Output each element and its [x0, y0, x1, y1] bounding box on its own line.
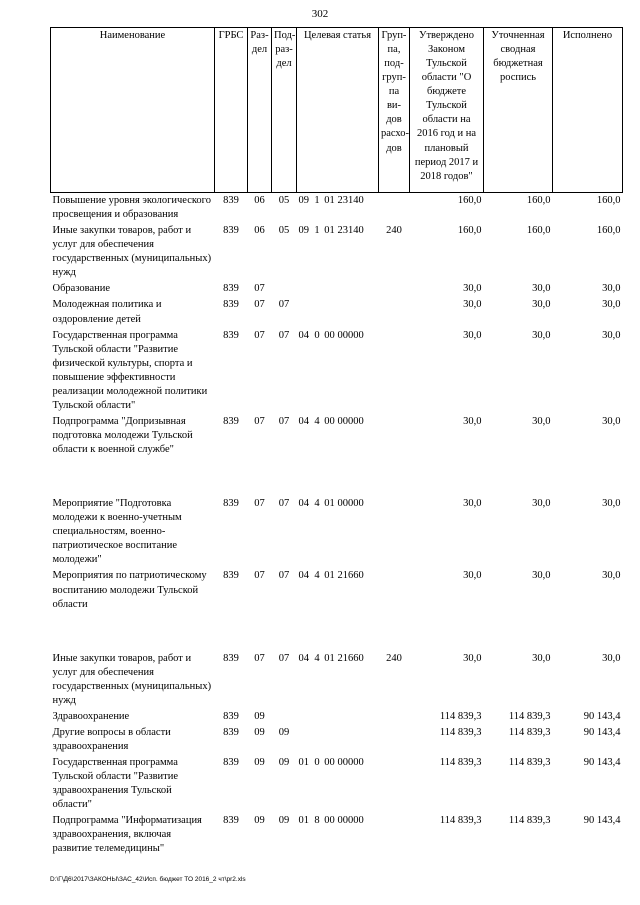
row-approved: 30,0: [463, 498, 482, 510]
row-podrazdel: 07: [278, 498, 290, 510]
table-row: [51, 414, 623, 458]
row-name: Здравоохранение: [52, 710, 130, 722]
row-group: [379, 568, 410, 612]
row-executed: 30,0: [602, 415, 621, 427]
row-executed: 160,0: [596, 195, 621, 206]
row-name: Образование: [52, 283, 111, 295]
row-name: Мероприятие "Подготовка молодежи к военно-учетным специальностям, военно-патриотическое воспитание молодежи": [52, 498, 182, 566]
row-executed: 30,0: [602, 329, 621, 341]
table-row: [51, 328, 623, 414]
row-grbs: 839: [223, 329, 239, 341]
row-group: [379, 328, 410, 414]
row-approved: 30,0: [463, 283, 482, 295]
target-code-part: 23140: [337, 225, 364, 237]
header-target: Целевая статья: [297, 28, 379, 193]
target-code-part: 00000: [337, 415, 364, 427]
row-executed: 90 143,4: [583, 757, 621, 769]
row-executed: 30,0: [602, 299, 621, 311]
row-grbs: 839: [223, 726, 239, 738]
row-name: Государственная программа Тульской области "Развитие физической культуры, спорта и повышение эффективности реализации молодежной политики Тульской области": [52, 329, 208, 411]
row-podrazdel: 07: [278, 570, 290, 582]
row-grbs: 839: [223, 815, 239, 827]
row-podrazdel: 05: [278, 195, 290, 206]
row-razdel: 09: [254, 757, 265, 769]
row-target-code: [297, 813, 379, 857]
table-row: [51, 813, 623, 857]
row-group: 240: [386, 225, 402, 237]
table-row: [51, 297, 623, 327]
row-grbs: 839: [223, 570, 239, 582]
row-target-code: [297, 709, 379, 725]
target-code-part: 01: [324, 225, 335, 237]
header-executed: Исполнено: [553, 28, 623, 193]
row-executed: 90 143,4: [583, 815, 621, 827]
target-code-part: 01: [324, 652, 335, 664]
row-approved: 114 839,3: [439, 757, 482, 769]
table-row: [51, 223, 623, 281]
target-code-part: 01: [298, 757, 309, 769]
row-podrazdel: 07: [278, 299, 290, 311]
table-header-row: [51, 28, 623, 193]
row-grbs: 839: [223, 225, 239, 237]
target-code-part: 21660: [337, 652, 364, 664]
row-group: 240: [386, 652, 402, 664]
target-code-part: 1: [314, 195, 320, 206]
row-refined: 30,0: [532, 283, 551, 295]
row-razdel: 09: [254, 726, 265, 738]
row-razdel: 07: [254, 652, 265, 664]
row-razdel: 09: [254, 710, 265, 722]
target-code-part: 04: [298, 329, 309, 341]
row-target-code: [297, 496, 379, 568]
row-approved: 160,0: [457, 225, 482, 237]
row-spacer-cell: [51, 458, 623, 496]
row-grbs: 839: [223, 283, 239, 295]
row-approved: 114 839,3: [439, 710, 482, 722]
target-code-part: 4: [314, 652, 320, 664]
file-path-footer: D:\Г\Д6\2017\ЗАКОНЫ\ЗАС_42\Исп. бюджет ТО 2016_2 чт\pr2.xls: [50, 876, 246, 883]
target-code-part: 04: [298, 498, 309, 510]
header-refined: Уточненная сводная бюджетная роспись: [484, 28, 553, 193]
row-group: [379, 813, 410, 857]
target-code-part: 4: [314, 570, 320, 582]
row-executed: 160,0: [596, 225, 621, 237]
target-code-part: 21660: [337, 570, 364, 582]
row-target-code: [297, 328, 379, 414]
target-code-part: 01: [298, 815, 309, 827]
table-row: [51, 709, 623, 725]
row-target-code: [297, 755, 379, 813]
target-code-part: 00000: [337, 815, 364, 827]
header-grbs: ГРБС: [215, 28, 248, 193]
row-razdel: 07: [254, 329, 265, 341]
target-code-part: 4: [314, 415, 320, 427]
page-number: 302: [311, 8, 329, 20]
row-executed: 90 143,4: [583, 726, 621, 738]
row-target-code: [297, 297, 379, 327]
table-row: [51, 755, 623, 813]
row-target-code: [297, 223, 379, 281]
target-code-part: 09: [298, 225, 309, 237]
row-podrazdel: [272, 709, 297, 725]
table-row: [51, 651, 623, 709]
row-grbs: 839: [223, 195, 239, 206]
header-podrazdel: Под-раз-дел: [272, 28, 297, 193]
target-code-part: 8: [314, 815, 320, 827]
row-refined: 30,0: [532, 652, 551, 664]
header-name: Наименование: [51, 28, 215, 193]
target-code-part: 04: [298, 415, 309, 427]
row-podrazdel: 09: [278, 726, 290, 738]
row-executed: 30,0: [602, 283, 621, 295]
row-podrazdel: 09: [278, 815, 290, 827]
header-group: Груп-па, под-груп-па ви-дов расхо-дов: [379, 28, 410, 193]
row-executed: 30,0: [602, 498, 621, 510]
row-group: [379, 193, 410, 224]
row-target-code: [297, 651, 379, 709]
row-group: [379, 725, 410, 755]
row-target-code: [297, 725, 379, 755]
row-name: Иные закупки товаров, работ и услуг для обеспечения государственных (муниципальных) нужд: [52, 225, 212, 279]
row-executed: 30,0: [602, 652, 621, 664]
row-refined: 114 839,3: [508, 815, 551, 827]
row-refined: 30,0: [532, 329, 551, 341]
row-spacer: [51, 458, 623, 496]
row-approved: 160,0: [457, 195, 482, 206]
row-group: [379, 414, 410, 458]
row-spacer-cell: [51, 613, 623, 651]
row-approved: 30,0: [463, 299, 482, 311]
row-approved: 30,0: [463, 415, 482, 427]
row-podrazdel: 09: [278, 757, 290, 769]
row-approved: 114 839,3: [439, 726, 482, 738]
target-code-part: 04: [298, 652, 309, 664]
row-refined: 30,0: [532, 570, 551, 582]
row-razdel: 07: [254, 570, 265, 582]
row-refined: 160,0: [526, 195, 551, 206]
row-refined: 114 839,3: [508, 726, 551, 738]
row-approved: 30,0: [463, 570, 482, 582]
header-razdel: Раз-дел: [248, 28, 272, 193]
row-name: Иные закупки товаров, работ и услуг для обеспечения государственных (муниципальных) нужд: [52, 652, 212, 706]
table-row: [51, 496, 623, 568]
row-name: Государственная программа Тульской области "Развитие здравоохранения Тульской области": [52, 757, 179, 811]
row-executed: 90 143,4: [583, 710, 621, 722]
row-executed: 30,0: [602, 570, 621, 582]
budget-table: [50, 27, 623, 858]
row-refined: 30,0: [532, 299, 551, 311]
row-approved: 30,0: [463, 329, 482, 341]
row-podrazdel: 07: [278, 415, 290, 427]
row-name: Молодежная политика и оздоровление детей: [52, 299, 162, 325]
row-razdel: 06: [254, 225, 265, 237]
row-approved: 114 839,3: [439, 815, 482, 827]
target-code-part: 00: [324, 415, 335, 427]
table-row: [51, 281, 623, 297]
row-grbs: 839: [223, 757, 239, 769]
row-group: [379, 281, 410, 297]
row-grbs: 839: [223, 299, 239, 311]
row-approved: 30,0: [463, 652, 482, 664]
row-grbs: 839: [223, 652, 239, 664]
row-refined: 160,0: [526, 225, 551, 237]
target-code-part: 00: [324, 329, 335, 341]
target-code-part: 4: [314, 498, 320, 510]
row-name: Другие вопросы в области здравоохранения: [52, 726, 171, 752]
header-approved: Утверждено Законом Тульской области "О бюджете Тульской области на 2016 год и на плановый период 2017 и 2018 годов": [410, 28, 484, 193]
row-podrazdel: [272, 281, 297, 297]
target-code-part: 0: [314, 757, 320, 769]
row-razdel: 07: [254, 283, 265, 295]
target-code-part: 0: [314, 329, 320, 341]
row-refined: 30,0: [532, 415, 551, 427]
row-podrazdel: 07: [278, 329, 290, 341]
row-refined: 114 839,3: [508, 710, 551, 722]
row-podrazdel: 07: [278, 652, 290, 664]
target-code-part: 00000: [337, 757, 364, 769]
row-grbs: 839: [223, 498, 239, 510]
row-refined: 114 839,3: [508, 757, 551, 769]
target-code-part: 01: [324, 570, 335, 582]
row-target-code: [297, 193, 379, 224]
row-name: Подпрограмма "Допризывная подготовка молодежи Тульской области к военной службе": [52, 415, 193, 456]
row-spacer: [51, 613, 623, 651]
row-razdel: 09: [254, 815, 265, 827]
target-code-part: 01: [324, 498, 335, 510]
row-refined: 30,0: [532, 498, 551, 510]
target-code-part: 00: [324, 815, 335, 827]
target-code-part: 00000: [337, 498, 364, 510]
row-group: [379, 297, 410, 327]
row-razdel: 07: [254, 415, 265, 427]
row-name: Повышение уровня экологического просвещения и образования: [52, 195, 211, 221]
row-grbs: 839: [223, 710, 239, 722]
row-razdel: 06: [254, 195, 265, 206]
row-group: [379, 496, 410, 568]
table-row: [51, 725, 623, 755]
target-code-part: 04: [298, 570, 309, 582]
target-code-part: 09: [298, 195, 309, 206]
target-code-part: 00: [324, 757, 335, 769]
row-razdel: 07: [254, 299, 265, 311]
row-name: Подпрограмма "Информатизация здравоохранения, включая развитие телемедицины": [52, 815, 202, 855]
row-name: Мероприятия по патриотическому воспитанию молодежи Тульской области: [52, 570, 207, 610]
row-razdel: 07: [254, 498, 265, 510]
row-target-code: [297, 568, 379, 612]
target-code-part: 00000: [337, 329, 364, 341]
row-grbs: 839: [223, 415, 239, 427]
target-code-part: 1: [314, 225, 320, 237]
target-code-part: 23140: [337, 195, 364, 206]
table-row: [51, 568, 623, 612]
row-podrazdel: 05: [278, 225, 290, 237]
row-group: [379, 755, 410, 813]
row-group: [379, 709, 410, 725]
target-code-part: 01: [324, 195, 335, 206]
table-row: [51, 193, 623, 224]
row-target-code: [297, 281, 379, 297]
row-target-code: [297, 414, 379, 458]
